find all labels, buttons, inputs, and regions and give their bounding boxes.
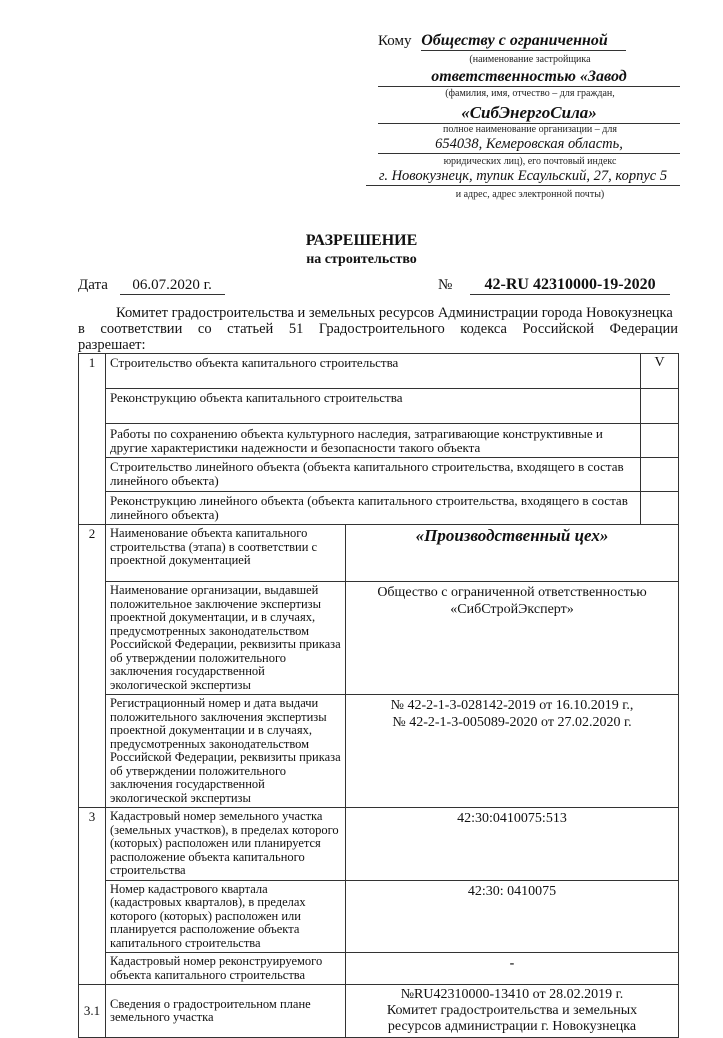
document-subtitle: на строительство: [306, 252, 417, 267]
section-number-1: 1: [79, 354, 106, 525]
section-number-3-1: 3.1: [79, 985, 106, 1038]
section-number-3: 3: [79, 808, 106, 985]
permit-type-heritage-works: Работы по сохранению объекта культурного наследия, затрагивающие конструктивные и другие характеристики надежности и безопасности такого объекта: [106, 424, 641, 458]
gradplan-value: [346, 985, 679, 1038]
expertise-number-line-2: № 42-2-1-3-005089-2020 от 27.02.2020 г.: [392, 715, 632, 730]
expertise-org-label: Наименование организации, выдавшей положительное заключение экспертизы проектной документации, и в случаях, предусмотренных законодательством Российской Федерации, реквизиты приказа об утверждении положительного заключения государственной экологической экспертизы: [106, 582, 346, 695]
empty-check-cell: [641, 424, 679, 458]
document-title: РАЗРЕШЕНИЕ: [305, 232, 418, 249]
recipient-name-2: ответственностью «Завод: [378, 68, 680, 87]
permit-type-reconstruction: Реконструкцию объекта капитального строительства: [106, 389, 641, 424]
table-row: [79, 424, 679, 458]
number-row: [438, 276, 670, 295]
table-row: [79, 953, 679, 985]
gradplan-label: Сведения о градостроительном плане земельного участка: [106, 985, 346, 1038]
recipient-address-2: г. Новокузнецк, тупик Есаульский, 27, корпус 5: [366, 168, 680, 186]
expertise-org-value: [346, 582, 679, 695]
recipient-hint-5: и адрес, адрес электронной почты): [455, 189, 605, 200]
table-row: [79, 354, 679, 389]
date-row: [78, 277, 225, 295]
permit-type-linear-reconstruction: Реконструкцию линейного объекта (объекта капитального строительства, входящего в состав линейного объекта): [106, 492, 641, 525]
recipient-hint-1: (наименование застройщика: [469, 54, 591, 65]
table-row: [79, 525, 679, 582]
recipient-address-1: 654038, Кемеровская область,: [378, 136, 680, 154]
gradplan-line-2: Комитет градостроительства и земельных: [386, 1003, 638, 1018]
table-row: [79, 492, 679, 525]
recipient-line-1: [378, 32, 626, 51]
empty-check-cell: [641, 458, 679, 492]
to-label: Кому: [378, 33, 412, 49]
table-row: [79, 582, 679, 695]
object-name-label: Наименование объекта капитального строительства (этапа) в соответствии с проектной документацией: [106, 525, 346, 582]
section-number-2: 2: [79, 525, 106, 808]
empty-check-cell: [641, 389, 679, 424]
checkmark-icon: V: [641, 354, 679, 389]
table-row: [79, 389, 679, 424]
expertise-org-line-2: «СибСтройЭксперт»: [450, 602, 574, 617]
reconstructed-object-value: -: [346, 953, 679, 985]
expertise-number-value: [346, 695, 679, 808]
date-label: Дата: [78, 277, 108, 293]
expertise-number-label: Регистрационный номер и дата выдачи положительного заключения экспертизы проектной документации и в случаях, предусмотренных законодательством Российской Федерации, реквизиты приказа об утверждении положительного заключения государственной экологической экспертизы: [106, 695, 346, 808]
date-value: 06.07.2020 г.: [120, 277, 225, 295]
recipient-name-1: Обществу с ограниченной: [421, 32, 626, 51]
recipient-hint-3: полное наименование организации – для: [443, 124, 617, 135]
intro-line-3: разрешает:: [78, 337, 146, 353]
cadastral-quarter-label: Номер кадастрового квартала (кадастровых кварталов), в пределах которого (которых) расположен или планируется расположение объекта капитального строительства: [106, 880, 346, 953]
permit-number: 42-RU 42310000-19-2020: [470, 276, 670, 295]
expertise-number-line-1: № 42-2-1-3-028142-2019 от 16.10.2019 г.,: [390, 698, 634, 713]
recipient-name-3: «СибЭнергоСила»: [378, 103, 680, 124]
gradplan-line-3: ресурсов администрации г. Новокузнецка: [387, 1019, 637, 1034]
cadastral-number-value: 42:30:0410075:513: [346, 808, 679, 881]
intro-line-1: Комитет градостроительства и земельных ресурсов Администрации города Новокузнецка: [116, 305, 673, 321]
cadastral-quarter-value: 42:30: 0410075: [346, 880, 679, 953]
number-label: №: [438, 277, 453, 293]
expertise-org-line-1: Общество с ограниченной ответственностью: [377, 585, 647, 600]
intro-line-2: в соответствии со статьей 51 Градостроительного кодекса Российской Федерации: [78, 321, 678, 337]
object-name-value: «Производственный цех»: [346, 525, 679, 582]
cadastral-number-label: Кадастровый номер земельного участка (земельных участков), в пределах которого (которых) расположен или планируется расположение объекта капитального строительства: [106, 808, 346, 881]
gradplan-line-1: №RU42310000-13410 от 28.02.2019 г.: [400, 987, 624, 1002]
recipient-hint-2: (фамилия, имя, отчество – для граждан,: [445, 88, 615, 99]
table-row: [79, 458, 679, 492]
table-row: [79, 880, 679, 953]
permit-type-construction: Строительство объекта капитального строительства: [106, 354, 641, 389]
permit-table: [78, 353, 679, 1038]
reconstructed-object-label: Кадастровый номер реконструируемого объекта капитального строительства: [106, 953, 346, 985]
empty-check-cell: [641, 492, 679, 525]
table-row: [79, 695, 679, 808]
permit-type-linear-construction: Строительство линейного объекта (объекта капитального строительства, входящего в состав линейного объекта): [106, 458, 641, 492]
table-row: [79, 985, 679, 1038]
table-row: [79, 808, 679, 881]
recipient-hint-4: юридических лиц), его почтовый индекс: [443, 156, 617, 167]
